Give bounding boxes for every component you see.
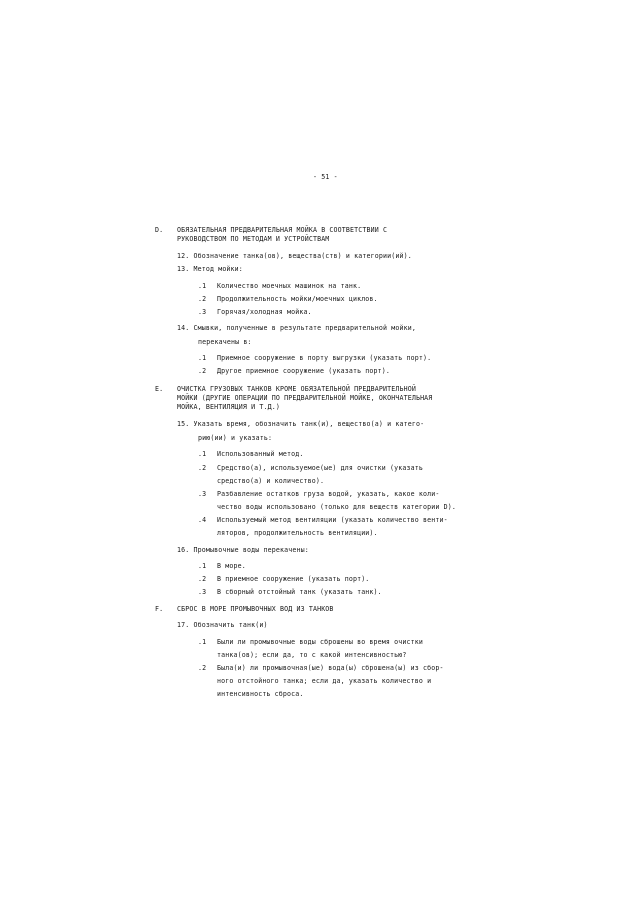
section-e-heading-line: МОЙКА, ВЕНТИЛЯЦИЯ И Т.Д.) [177, 403, 280, 411]
subitem-16-1-num: .1 [198, 562, 207, 570]
section-d-heading-line: ОБЯЗАТЕЛЬНАЯ ПРЕДВАРИТЕЛЬНАЯ МОЙКА В СООТВЕТСТВИИ С [177, 226, 388, 234]
subitem-17-2-num: .2 [198, 664, 207, 672]
subitem-15-3-num: .3 [198, 490, 207, 498]
subitem-16-2-num: .2 [198, 575, 207, 583]
subitem-17-1-text: танка(ов); если да, то с какой интенсивностью? [217, 651, 407, 659]
subitem-14-1-text: Приемное сооружение в порту выгрузки (указать порт). [217, 354, 432, 362]
item-15-line: 15. Указать время, обозначить танк(и), вещество(а) и катего- [177, 420, 425, 428]
subitem-15-1-num: .1 [198, 450, 207, 458]
subitem-17-2-text: интенсивность сброса. [217, 690, 304, 698]
section-e-heading-line: МОЙКИ (ДРУГИЕ ОПЕРАЦИИ ПО ПРЕДВАРИТЕЛЬНОЙ МОЙКЕ, ОКОНЧАТЕЛЬНАЯ [177, 394, 433, 402]
subitem-13-3-text: Горячая/холодная мойка. [217, 308, 312, 316]
subitem-15-3-text: чество воды использовано (только для веществ категории D). [217, 503, 456, 511]
section-d-heading-line: РУКОВОДСТВОМ ПО МЕТОДАМ И УСТРОЙСТВАМ [177, 235, 330, 243]
item-15-line: рию(ии) и указать: [198, 434, 273, 442]
subitem-15-4-text: Используемый метод вентиляции (указать количество венти- [217, 516, 448, 524]
subitem-14-2-text: Другое приемное сооружение (указать порт). [217, 367, 391, 375]
item-17: 17. Обозначить танк(и) [177, 621, 268, 629]
subitem-17-1-num: .1 [198, 638, 207, 646]
section-e-heading-line: ОЧИСТКА ГРУЗОВЫХ ТАНКОВ КРОМЕ ОБЯЗАТЕЛЬНОЙ ПРЕДВАРИТЕЛЬНОЙ [177, 385, 416, 393]
subitem-17-1-text: Были ли промывочные воды сброшены во время очистки [217, 638, 423, 646]
section-e-letter: E. [155, 385, 164, 393]
subitem-16-2-text: В приемное сооружение (указать порт). [217, 575, 370, 583]
subitem-13-1-text: Количество моечных машинок на танк. [217, 282, 362, 290]
subitem-16-3-num: .3 [198, 588, 207, 596]
item-14-line: 14. Смывки, полученные в результате предварительной мойки, [177, 324, 416, 332]
subitem-13-3-num: .3 [198, 308, 207, 316]
section-f-letter: F. [155, 605, 164, 613]
page-number: - 51 - [313, 173, 338, 181]
subitem-14-1-num: .1 [198, 354, 207, 362]
subitem-17-2-text: Была(и) ли промывочная(ые) вода(ы) сброшена(ы) из сбор- [217, 664, 444, 672]
item-13: 13. Метод мойки: [177, 265, 243, 273]
item-14-line: перекачены в: [198, 338, 252, 346]
subitem-15-3-text: Разбавление остатков груза водой, указать, какое коли- [217, 490, 440, 498]
section-f-heading-line: СБРОС В МОРЕ ПРОМЫВОЧНЫХ ВОД ИЗ ТАНКОВ [177, 605, 334, 613]
subitem-16-3-text: В сборный отстойный танк (указать танк). [217, 588, 382, 596]
subitem-15-4-num: .4 [198, 516, 207, 524]
section-d-letter: D. [155, 226, 164, 234]
subitem-13-1-num: .1 [198, 282, 207, 290]
item-16: 16. Промывочные воды перекачены: [177, 546, 309, 554]
subitem-15-2-text: Средство(а), используемое(ые) для очистки (указать [217, 464, 423, 472]
subitem-13-2-num: .2 [198, 295, 207, 303]
subitem-15-2-num: .2 [198, 464, 207, 472]
subitem-13-2-text: Продолжительность мойки/моечных циклов. [217, 295, 378, 303]
subitem-16-1-text: В море. [217, 562, 246, 570]
subitem-15-1-text: Использованный метод. [217, 450, 304, 458]
subitem-15-4-text: ляторов, продолжительность вентиляции). [217, 529, 378, 537]
subitem-17-2-text: ного отстойного танка; если да, указать количество и [217, 677, 432, 685]
subitem-15-2-text: средство(а) и количество). [217, 477, 325, 485]
subitem-14-2-num: .2 [198, 367, 207, 375]
item-12: 12. Обозначение танка(ов), вещества(ств) и категории(ий). [177, 252, 412, 260]
